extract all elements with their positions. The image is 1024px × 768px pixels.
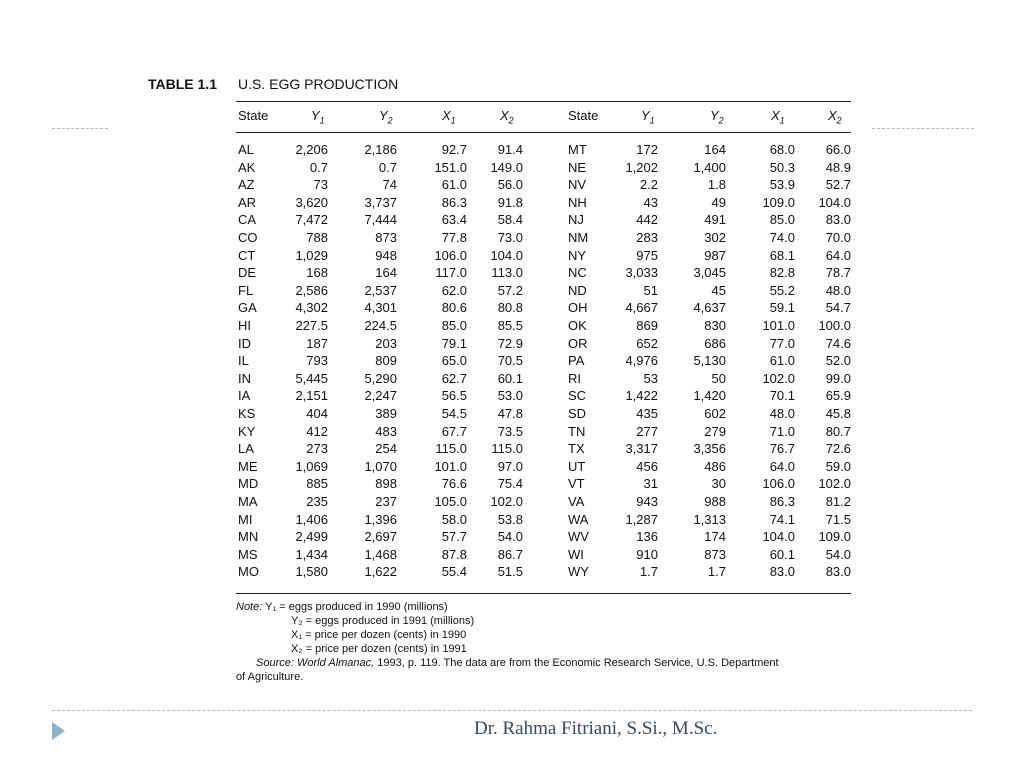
- table-cell-x1-left: 86.3: [441, 194, 467, 210]
- table-cell-y2-left: 164: [375, 265, 397, 281]
- table-cell-x2-left: 97.0: [497, 458, 523, 474]
- table-cell-x1-right: 53.9: [769, 177, 795, 193]
- table-cell-state-left: CO: [238, 230, 258, 245]
- table-cell-state-right: WV: [568, 529, 589, 545]
- table-cell-x2-left: 47.8: [497, 406, 523, 421]
- table-cell-x2-left: 75.4: [497, 476, 523, 492]
- dashed-divider-left: [52, 128, 108, 129]
- table-cell-state-left: AK: [238, 159, 256, 175]
- table-cell-state-right: NY: [568, 247, 587, 263]
- table-cell-state-left: IA: [238, 388, 251, 404]
- header-x1-letter: X: [771, 108, 780, 123]
- table-cell-y1-right: 1.7: [639, 564, 658, 580]
- table-cell-state-right: OK: [568, 318, 587, 333]
- table-cell-y1-right: 31: [643, 476, 658, 492]
- table-cell-x1-left: 117.0: [435, 265, 467, 281]
- table-cell-x1-right: 55.2: [769, 282, 795, 298]
- header-x1-letter: X: [442, 108, 451, 123]
- table-cell-y2-left: 898: [375, 476, 397, 492]
- table-cell-x1-right: 68.0: [769, 142, 795, 157]
- table-cell-state-left: AL: [238, 142, 254, 157]
- table-cell-y2-right: 49: [711, 194, 726, 210]
- table-cell-y1-left: 2,151: [295, 388, 328, 404]
- table-cell-x1-left: 87.8: [441, 546, 467, 562]
- table-cell-x2-right: 70.0: [825, 230, 851, 245]
- table-cell-x1-left: 62.7: [441, 370, 467, 386]
- table-cell-x1-left: 76.6: [441, 476, 467, 492]
- table-cell-x2-right: 54.0: [825, 546, 851, 562]
- table-cell-x2-left: 104.0: [490, 247, 523, 263]
- table-cell-state-right: WY: [568, 564, 589, 580]
- table-cell-y1-left: 1,029: [295, 247, 328, 263]
- note-label: Note:: [236, 601, 263, 613]
- table-cell-x2-left: 85.5: [497, 318, 523, 333]
- table-cell-y1-right: 136: [636, 529, 658, 545]
- note-line: X₁ = price per dozen (cents) in 1990: [291, 629, 467, 641]
- table-cell-x1-left: 85.0: [441, 318, 467, 333]
- table-cell-x2-left: 73.5: [497, 423, 523, 439]
- table-cell-x1-right: 71.0: [769, 423, 795, 439]
- table-cell-y2-left: 1,396: [364, 511, 397, 527]
- table-cell-y2-left: 2,537: [364, 282, 397, 298]
- table-cell-y1-left: 1,580: [295, 564, 328, 580]
- table-cell-state-right: RI: [568, 370, 581, 386]
- table-cell-state-left: MS: [238, 546, 258, 562]
- table-cell-x1-left: 63.4: [441, 212, 467, 228]
- table-cell-y2-right: 164: [704, 142, 726, 157]
- table-cell-x1-left: 80.6: [441, 300, 467, 316]
- table-cell-y1-left: 5,445: [295, 370, 328, 386]
- table-cell-y1-right: 943: [636, 494, 658, 509]
- table-cell-state-left: MA: [238, 494, 258, 509]
- table-cell-y1-right: 277: [636, 423, 658, 439]
- table-cell-x2-left: 113.0: [491, 265, 523, 281]
- source-label: Source:: [256, 657, 294, 669]
- table-cell-state-left: AR: [238, 194, 257, 210]
- table-cell-state-left: FL: [238, 282, 254, 298]
- table-cell-state-right: OR: [568, 335, 588, 351]
- table-cell-state-right: NV: [568, 177, 587, 193]
- header-x1-subscript: 1: [779, 115, 785, 126]
- header-x2-right: [828, 108, 842, 129]
- table-label: TABLE 1.1: [148, 76, 217, 92]
- table-cell-y2-right: 873: [704, 546, 726, 562]
- table-cell-y1-left: 7,472: [295, 212, 328, 228]
- note-line: Y₁ = eggs produced in 1990 (millions): [265, 601, 448, 613]
- table-cell-y2-left: 1,070: [364, 458, 397, 474]
- table-cell-y1-left: 404: [306, 406, 328, 421]
- table-cell-state-right: PA: [568, 353, 585, 369]
- table-cell-y1-right: 975: [636, 247, 658, 263]
- table-cell-y1-right: 53: [643, 370, 658, 386]
- table-cell-x1-right: 74.1: [769, 511, 795, 527]
- slide-author: Dr. Rahma Fitriani, S.Si., M.Sc.: [474, 718, 718, 739]
- table-cell-x2-left: 102.0: [490, 494, 523, 509]
- table-cell-y1-left: 168: [306, 265, 328, 281]
- table-cell-x2-right: 65.9: [825, 388, 851, 404]
- table-cell-y1-left: 273: [306, 441, 328, 457]
- table-cell-y2-right: 4,637: [693, 300, 726, 316]
- table-cell-y2-right: 988: [704, 494, 726, 509]
- header-y2-left: [379, 108, 393, 129]
- source-text: 1993, p. 119. The data are from the Economic Research Service, U.S. Department: [377, 657, 779, 669]
- table-cell-y1-left: 2,586: [295, 282, 328, 298]
- table-cell-x2-right: 99.0: [825, 370, 851, 386]
- table-cell-y1-left: 227.5: [295, 318, 328, 333]
- table-cell-y2-left: 2,186: [364, 142, 397, 157]
- table-cell-x1-right: 82.8: [769, 265, 795, 281]
- table-cell-x1-right: 50.3: [769, 159, 795, 175]
- table-cell-x1-left: 105.0: [434, 494, 467, 509]
- table-cell-x1-right: 64.0: [769, 458, 795, 474]
- table-cell-y1-left: 4,302: [295, 300, 328, 316]
- header-y2-letter: Y: [710, 108, 719, 123]
- table-cell-y1-left: 187: [306, 335, 328, 351]
- table-cell-state-right: SC: [568, 388, 587, 404]
- table-cell-x2-left: 72.9: [497, 335, 523, 351]
- table-cell-x2-left: 91.4: [497, 142, 523, 157]
- table-cell-y1-right: 43: [643, 194, 658, 210]
- table-cell-x1-right: 102.0: [762, 370, 795, 386]
- table-cell-y1-right: 1,287: [625, 511, 658, 527]
- table-cell-y1-left: 1,434: [295, 546, 328, 562]
- table-cell-x2-left: 73.0: [497, 230, 523, 245]
- table-cell-x1-left: 62.0: [441, 282, 467, 298]
- table-cell-y2-left: 203: [375, 335, 397, 351]
- table-cell-y2-right: 1.7: [707, 564, 726, 580]
- table-cell-state-right: TX: [568, 441, 585, 457]
- table-cell-y1-right: 652: [636, 335, 658, 351]
- table-cell-x1-left: 115.0: [435, 441, 467, 457]
- table-cell-x2-right: 78.7: [825, 265, 851, 281]
- header-y2-subscript: 2: [718, 115, 724, 126]
- table-cell-x1-right: 48.0: [769, 406, 795, 421]
- triangle-bullet-icon: [52, 722, 65, 740]
- table-cell-y1-right: 869: [636, 318, 658, 333]
- table-cell-x1-right: 86.3: [769, 494, 795, 509]
- table-cell-x1-right: 61.0: [769, 353, 795, 369]
- table-cell-y1-right: 435: [636, 406, 658, 421]
- table-cell-y1-right: 456: [636, 458, 658, 474]
- note-line: Y₂ = eggs produced in 1991 (millions): [291, 615, 475, 627]
- table-cell-x1-right: 109.0: [762, 194, 795, 210]
- table-cell-x1-right: 74.0: [769, 230, 795, 245]
- header-y1-right: [641, 108, 655, 129]
- table-cell-x1-left: 67.7: [441, 423, 467, 439]
- table-cell-state-right: ND: [568, 282, 587, 298]
- table-cell-y2-right: 3,045: [693, 265, 726, 281]
- table-cell-y2-left: 74: [382, 177, 397, 193]
- table-cell-x2-left: 51.5: [497, 564, 523, 580]
- table-cell-y1-right: 172: [636, 142, 658, 157]
- table-cell-x2-right: 74.6: [825, 335, 851, 351]
- table-cell-state-left: IN: [238, 370, 251, 386]
- table-cell-x2-left: 115.0: [491, 441, 523, 457]
- table-cell-y1-right: 4,976: [625, 353, 658, 369]
- table-cell-state-left: CA: [238, 212, 257, 228]
- table-cell-x1-left: 151.0: [434, 159, 467, 175]
- table-cell-state-left: ME: [238, 458, 258, 474]
- header-y1-letter: Y: [641, 108, 650, 123]
- table-cell-state-left: CT: [238, 247, 256, 263]
- table-cell-x2-left: 60.1: [497, 370, 523, 386]
- table-cell-y1-right: 3,317: [625, 441, 658, 457]
- table-cell-y1-left: 0.7: [309, 159, 328, 175]
- table-notes: [236, 600, 856, 684]
- table-cell-state-left: GA: [238, 300, 257, 316]
- table-cell-x2-left: 80.8: [497, 300, 523, 316]
- table-cell-y2-right: 486: [704, 458, 726, 474]
- table-cell-state-left: MI: [238, 511, 253, 527]
- table-cell-y1-left: 3,620: [295, 194, 328, 210]
- table-cell-state-right: SD: [568, 406, 587, 421]
- table-cell-x2-right: 80.7: [825, 423, 851, 439]
- table-cell-y2-left: 4,301: [364, 300, 397, 316]
- table-cell-x2-right: 71.5: [825, 511, 851, 527]
- table-cell-x2-right: 83.0: [825, 564, 851, 580]
- table-cell-y2-left: 948: [375, 247, 397, 263]
- table-cell-x2-left: 58.4: [497, 212, 523, 228]
- table-cell-x1-right: 104.0: [762, 529, 795, 545]
- table-cell-y2-left: 237: [375, 494, 397, 509]
- table-cell-y2-right: 30: [711, 476, 726, 492]
- table-cell-y1-left: 1,069: [295, 458, 328, 474]
- table-cell-y2-right: 50: [711, 370, 726, 386]
- table-cell-x1-left: 101.0: [434, 458, 467, 474]
- table-cell-y2-right: 5,130: [693, 353, 726, 369]
- dashed-divider-bottom: [52, 710, 972, 711]
- header-x1-subscript: 1: [450, 115, 456, 126]
- header-y2-letter: Y: [379, 108, 388, 123]
- table-cell-state-left: AZ: [238, 177, 255, 193]
- table-cell-y2-right: 174: [704, 529, 726, 545]
- table-cell-y1-left: 2,499: [295, 529, 328, 545]
- table-cell-y1-left: 2,206: [295, 142, 328, 157]
- table-cell-state-left: IL: [238, 353, 249, 369]
- table-cell-y1-left: 885: [306, 476, 328, 492]
- table-cell-y2-left: 7,444: [364, 212, 397, 228]
- table-cell-state-right: NH: [568, 194, 587, 210]
- table-cell-y2-right: 279: [704, 423, 726, 439]
- table-cell-x1-left: 54.5: [441, 406, 467, 421]
- table-rule-top: [236, 101, 851, 102]
- table-cell-x2-right: 48.9: [825, 159, 851, 175]
- header-y1-subscript: 1: [319, 115, 325, 126]
- table-cell-x2-right: 48.0: [825, 282, 851, 298]
- table-cell-y2-left: 254: [375, 441, 397, 457]
- table-cell-x1-right: 83.0: [769, 564, 795, 580]
- table-cell-state-right: TN: [568, 423, 586, 439]
- table-cell-y2-left: 224.5: [364, 318, 397, 333]
- table-cell-y2-right: 602: [704, 406, 726, 421]
- source-publication: World Almanac,: [296, 657, 375, 669]
- table-cell-x2-left: 57.2: [497, 282, 523, 298]
- table-cell-y2-right: 987: [704, 247, 726, 263]
- header-x2-letter: X: [828, 108, 837, 123]
- header-x2-letter: X: [500, 108, 509, 123]
- table-cell-y2-right: 45: [711, 282, 726, 298]
- table-cell-x1-left: 57.7: [441, 529, 467, 545]
- table-cell-y2-right: 1,313: [693, 511, 726, 527]
- table-cell-state-right: NC: [568, 265, 587, 281]
- table-cell-y2-right: 686: [704, 335, 726, 351]
- table-cell-y2-left: 5,290: [364, 370, 397, 386]
- table-cell-x1-left: 92.7: [441, 142, 467, 157]
- table-cell-state-right: WI: [568, 546, 584, 562]
- table-cell-y1-left: 788: [306, 230, 328, 245]
- header-x2-left: [500, 108, 514, 129]
- table-rule-bottom: [236, 593, 851, 594]
- table-cell-state-right: VA: [568, 494, 585, 509]
- header-x1-left: [442, 108, 456, 129]
- table-cell-x2-right: 52.7: [825, 177, 851, 193]
- table-cell-state-left: LA: [238, 441, 254, 457]
- table-cell-x1-right: 85.0: [769, 212, 795, 228]
- table-cell-y1-right: 51: [643, 282, 658, 298]
- table-cell-x1-right: 68.1: [769, 247, 795, 263]
- header-x2-subscript: 2: [508, 115, 514, 126]
- table-cell-state-left: MN: [238, 529, 259, 545]
- header-state-right: State: [568, 108, 599, 123]
- table-cell-x1-left: 79.1: [441, 335, 467, 351]
- table-cell-x2-left: 70.5: [497, 353, 523, 369]
- table-cell-y2-left: 483: [375, 423, 397, 439]
- table-cell-state-left: HI: [238, 318, 251, 333]
- table-cell-state-right: NE: [568, 159, 587, 175]
- table-cell-x1-left: 65.0: [441, 353, 467, 369]
- table-cell-y2-left: 0.7: [378, 159, 397, 175]
- table-cell-y1-right: 1,422: [625, 388, 658, 404]
- table-cell-x2-right: 45.8: [825, 406, 851, 421]
- table-cell-state-left: MD: [238, 476, 259, 492]
- header-y2-subscript: 2: [387, 115, 393, 126]
- header-state-left: State: [238, 108, 269, 123]
- source-continuation: of Agriculture.: [236, 671, 304, 683]
- table-cell-state-right: OH: [568, 300, 588, 316]
- table-cell-x2-right: 64.0: [825, 247, 851, 263]
- table-cell-x2-right: 100.0: [818, 318, 851, 333]
- table-cell-state-right: UT: [568, 458, 586, 474]
- note-line: X₂ = price per dozen (cents) in 1991: [291, 643, 467, 655]
- table-cell-x1-right: 106.0: [762, 476, 795, 492]
- table-cell-y2-left: 2,697: [364, 529, 397, 545]
- table-cell-x1-right: 70.1: [769, 388, 795, 404]
- table-cell-y2-right: 1.8: [707, 177, 726, 193]
- table-cell-state-right: MT: [568, 142, 587, 157]
- table-cell-y1-right: 1,202: [625, 159, 658, 175]
- table-cell-y2-left: 1,622: [364, 564, 397, 580]
- table-cell-state-left: KS: [238, 406, 256, 421]
- table-cell-x1-left: 106.0: [434, 247, 467, 263]
- table-cell-x1-right: 76.7: [769, 441, 795, 457]
- table-cell-x1-right: 101.0: [762, 318, 795, 333]
- table-cell-x1-left: 58.0: [441, 511, 467, 527]
- table-cell-state-left: KY: [238, 423, 256, 439]
- table-cell-y1-left: 235: [306, 494, 328, 509]
- table-cell-y2-right: 1,420: [693, 388, 726, 404]
- table-cell-state-right: NM: [568, 230, 589, 245]
- table-cell-x2-left: 91.8: [497, 194, 523, 210]
- table-cell-y1-right: 442: [636, 212, 658, 228]
- table-cell-x1-left: 77.8: [441, 230, 467, 245]
- table-cell-x2-left: 53.8: [497, 511, 523, 527]
- table-cell-y2-right: 491: [704, 212, 726, 228]
- header-y2-right: [710, 108, 724, 129]
- table-cell-x2-left: 54.0: [497, 529, 523, 545]
- dashed-divider-right: [872, 128, 974, 129]
- table-cell-state-right: VT: [568, 476, 585, 492]
- header-y1-letter: Y: [311, 108, 320, 123]
- table-cell-x2-left: 86.7: [497, 546, 523, 562]
- header-y1-subscript: 1: [649, 115, 655, 126]
- table-cell-state-left: DE: [238, 265, 257, 281]
- table-cell-y1-left: 412: [306, 423, 328, 439]
- table-cell-y2-right: 302: [704, 230, 726, 245]
- header-x1-right: [771, 108, 785, 129]
- table-cell-x2-right: 109.0: [818, 529, 851, 545]
- table-cell-x1-right: 59.1: [769, 300, 795, 316]
- table-cell-state-left: ID: [238, 335, 251, 351]
- table-cell-x2-left: 56.0: [497, 177, 523, 193]
- table-cell-x1-right: 77.0: [769, 335, 795, 351]
- table-cell-y2-left: 1,468: [364, 546, 397, 562]
- table-cell-x1-left: 56.5: [441, 388, 467, 404]
- table-cell-y1-left: 793: [306, 353, 328, 369]
- table-cell-y1-right: 3,033: [625, 265, 658, 281]
- table-cell-state-right: NJ: [568, 212, 584, 228]
- table-cell-x2-right: 59.0: [825, 458, 851, 474]
- table-cell-x2-right: 72.6: [825, 441, 851, 457]
- table-cell-y2-left: 389: [375, 406, 397, 421]
- table-rule-header: [236, 132, 851, 133]
- table-cell-state-right: WA: [568, 511, 589, 527]
- header-y1-left: [311, 108, 325, 129]
- table-cell-x2-left: 53.0: [497, 388, 523, 404]
- table-cell-x2-right: 83.0: [825, 212, 851, 228]
- table-cell-y1-right: 4,667: [625, 300, 658, 316]
- table-cell-x1-right: 60.1: [769, 546, 795, 562]
- table-cell-y2-right: 3,356: [693, 441, 726, 457]
- table-cell-x2-right: 66.0: [825, 142, 851, 157]
- table-cell-y1-left: 73: [313, 177, 328, 193]
- table-cell-state-left: MO: [238, 564, 259, 580]
- table-cell-x2-right: 104.0: [818, 194, 851, 210]
- table-cell-y2-left: 3,737: [364, 194, 397, 210]
- table-cell-x2-right: 52.0: [825, 353, 851, 369]
- table-cell-x2-right: 81.2: [825, 494, 851, 509]
- table-cell-y2-right: 830: [704, 318, 726, 333]
- table-cell-y1-right: 910: [636, 546, 658, 562]
- table-cell-x1-left: 61.0: [441, 177, 467, 193]
- table-cell-y1-right: 2.2: [639, 177, 658, 193]
- table-cell-y2-left: 873: [375, 230, 397, 245]
- table-cell-x2-right: 102.0: [818, 476, 851, 492]
- header-x2-subscript: 2: [836, 115, 842, 126]
- table-cell-y1-right: 283: [636, 230, 658, 245]
- table-cell-y1-left: 1,406: [295, 511, 328, 527]
- table-cell-x2-right: 54.7: [825, 300, 851, 316]
- table-cell-x2-left: 149.0: [490, 159, 523, 175]
- table-cell-x1-left: 55.4: [441, 564, 467, 580]
- table-title: U.S. EGG PRODUCTION: [238, 76, 399, 92]
- table-cell-y2-left: 2,247: [364, 388, 397, 404]
- table-cell-y2-left: 809: [375, 353, 397, 369]
- table-cell-y2-right: 1,400: [693, 159, 726, 175]
